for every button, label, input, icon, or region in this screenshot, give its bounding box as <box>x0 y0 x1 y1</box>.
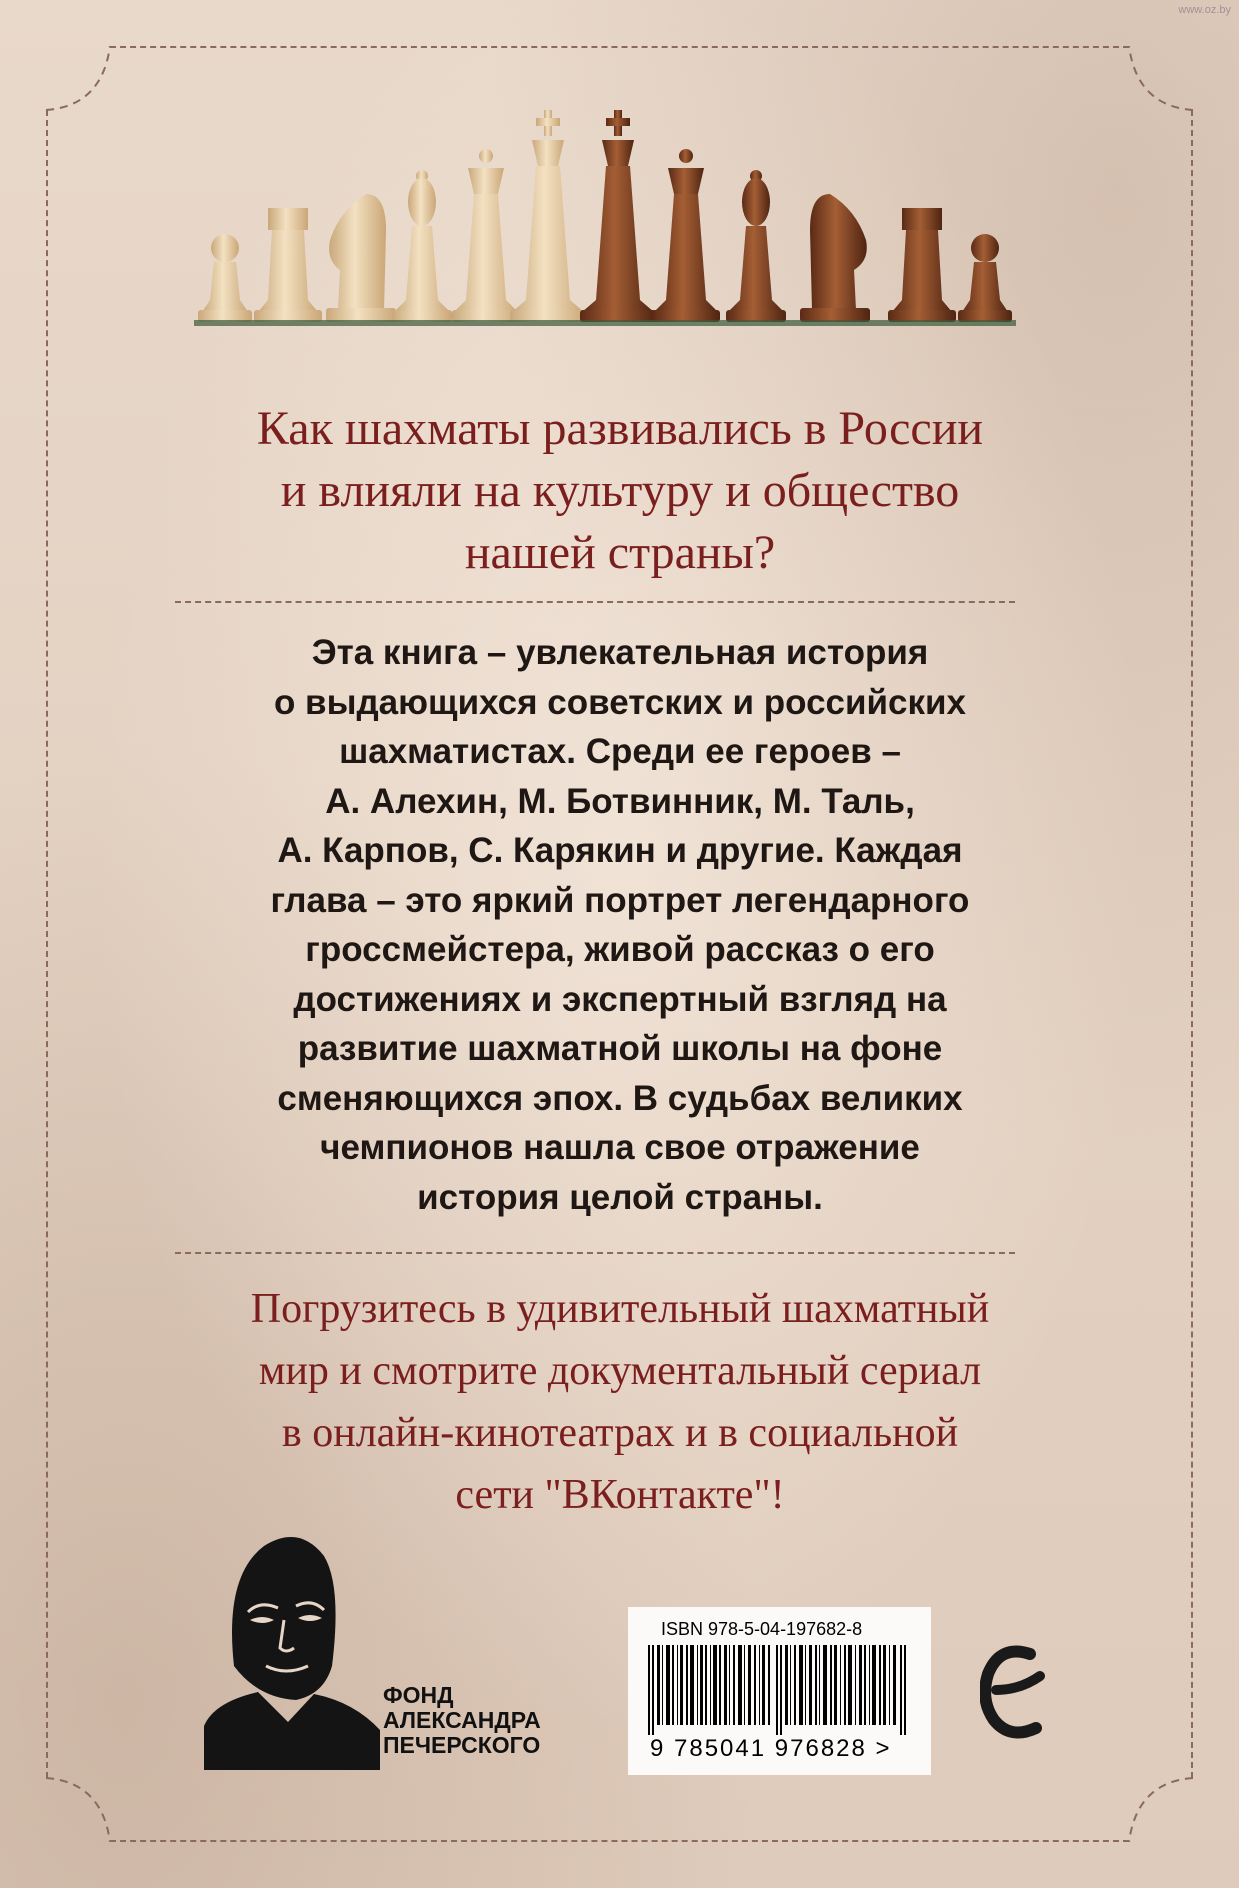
white-queen-icon <box>452 149 520 322</box>
white-king-icon <box>510 110 586 322</box>
chess-pieces-row <box>190 110 1020 330</box>
black-king-icon <box>580 110 656 322</box>
frame-corner-top-right <box>1073 46 1193 166</box>
black-knight-icon <box>800 194 870 322</box>
black-queen-icon <box>652 149 720 322</box>
isbn-label: ISBN 978-5-04-197682-8 <box>661 1619 863 1639</box>
fund-name-line-2: АЛЕКСАНДРА <box>383 1707 541 1733</box>
description-line: Эта книга – увлекательная история <box>311 633 929 672</box>
black-rook-icon <box>888 208 956 322</box>
cover-heading <box>120 398 1120 584</box>
cta-line: мир и смотрите документальный сериал <box>258 1348 982 1394</box>
heading-line-1: Как шахматы развивались в России <box>256 402 984 455</box>
description-line: чемпионов нашла свое отражение <box>320 1128 920 1167</box>
portrait-silhouette-icon <box>204 1516 384 1770</box>
description-line: сменяющихся эпох. В судьбах великих <box>277 1078 963 1118</box>
fund-name <box>383 1683 541 1758</box>
frame-corner-bottom-right <box>1073 1722 1193 1842</box>
description-line: А. Карпов, С. Карякин и другие. Каждая <box>277 831 963 870</box>
description-line: шахматистах. Среди ее героев – <box>339 732 901 771</box>
white-bishop-icon <box>392 170 452 322</box>
divider-top <box>175 601 1015 603</box>
description-line: А. Алехин, М. Ботвинник, М. Таль, <box>325 781 915 821</box>
description-line: достижениях и экспертный взгляд на <box>293 979 947 1019</box>
heading-line-2: и влияли на культуру и общество <box>280 464 960 517</box>
frame-right-border <box>1191 110 1193 1778</box>
heading-line-3: нашей страны? <box>464 526 776 579</box>
divider-bottom <box>175 1252 1015 1254</box>
cta-line: Погрузитесь в удивительный шахматный <box>250 1286 990 1332</box>
description-line: глава – это яркий портрет легендарного <box>270 880 970 920</box>
fund-name-line-3: ПЕЧЕРСКОГО <box>383 1732 541 1758</box>
frame-corner-bottom-left <box>46 1722 166 1842</box>
frame-left-border <box>46 110 48 1778</box>
white-knight-icon <box>326 194 396 322</box>
black-bishop-icon <box>726 170 786 322</box>
call-to-action <box>120 1278 1120 1526</box>
description-line: развитие шахматной школы на фоне <box>297 1029 943 1068</box>
chess-pieces-illustration <box>190 110 1020 330</box>
black-pawn-icon <box>958 234 1012 322</box>
frame-top-border <box>110 46 1129 48</box>
frame-bottom-border <box>110 1840 1129 1842</box>
barcode-icon <box>648 1645 913 1735</box>
description-line: гроссмейстера, живой рассказ о его <box>305 930 935 969</box>
description-line: о выдающихся советских и российских <box>273 682 967 722</box>
book-description <box>150 628 1090 1222</box>
fund-name-line-1: ФОНД <box>383 1682 454 1708</box>
eksmo-logo-icon <box>980 1640 1046 1740</box>
frame-corner-top-left <box>46 46 166 166</box>
white-rook-icon <box>254 208 322 322</box>
isbn-barcode-box <box>628 1607 931 1775</box>
description-line: история целой страны. <box>417 1177 823 1217</box>
cta-line: сети "ВКонтакте"! <box>455 1472 785 1518</box>
cta-line: в онлайн-кинотеатрах и в социальной <box>281 1410 959 1456</box>
isbn-digits: 9 785041 976828 > <box>650 1735 892 1762</box>
white-pawn-icon <box>198 234 252 322</box>
watermark: www.oz.by <box>1178 4 1231 16</box>
